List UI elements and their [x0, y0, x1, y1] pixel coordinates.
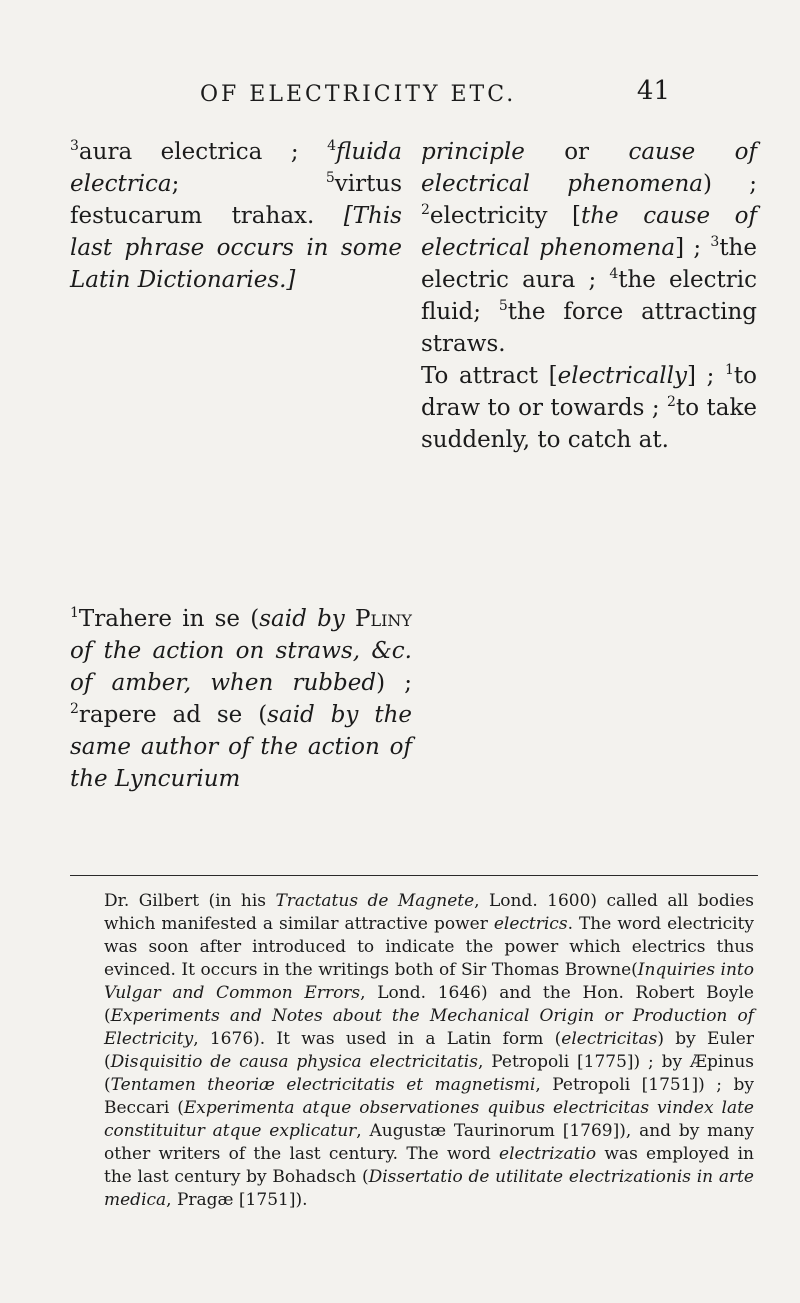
footnote-marker: 2: [421, 202, 430, 218]
latin-terms-continued: [70, 136, 402, 296]
footnote: Dr. Gilbert (in his Tractatus de Magnete, Lond. 1600) called all bodies which manifested a similar attractive power electrics. The word electricity was soon after introduced to indicate the power which electrics thus evinced. It occurs in the writings both of Sir Thomas Browne(Inquiries into Vulgar and Common Errors, Lond. 1646) and the Hon. Robert Boyle (Experiments and Notes about the Mechanical Origin or Production of Electricity, 1676). It was used in a Latin form (electricitas) by Euler (Disquisitio de causa physica electricitatis, Petropoli [1775]) ; by Æpinus (Tentamen theoriæ electricitatis et magnetismi, Petropoli [1751]) ; by Beccari (Experimenta atque observationes quibus electricitas vindex late constituitur atque explicatur, Augustæ Taurinorum [1769]), and by many other writers of the last century. The word electrizatio was employed in the last century by Bohadsch (Dissertatio de utilitate electrizationis in arte medica, Pragæ [1751]).: [104, 891, 755, 1210]
latin-entry: $^3$aura electrica ; $^4$fluida electrica; $^5$virtus festucarum trahax. [This last phrase occurs in some Latin Dictionaries.]: [70, 138, 402, 293]
footnote-divider: [70, 875, 758, 876]
latin-trahere-entry: [70, 603, 412, 795]
footnote-marker: 4: [327, 138, 337, 154]
footnote-marker: 5: [498, 298, 508, 314]
latin-entry: $^1$Trahere in se (said by Pliny of the action on straws, &c. of amber, when rubbed) ; $^2$rapere ad se (said by the same author of the action of the Lyncurium: [70, 605, 412, 792]
definition-entry: To attract [electrically] ; $^1$to draw to or towards ; $^2$to take suddenly, to catch at.: [421, 362, 757, 453]
footnote-marker: 3: [710, 234, 720, 250]
footnote-marker: 1: [724, 362, 734, 378]
footnote-marker: 2: [667, 394, 676, 410]
running-title: OF ELECTRICITY ETC.: [200, 82, 517, 107]
footnote-marker: 1: [70, 605, 79, 621]
footnote-marker: 5: [325, 170, 335, 186]
footnote-marker: 3: [70, 138, 79, 154]
english-definitions: [421, 136, 757, 456]
definition-entry: principle or cause of electrical phenomena) ; $^2$electricity [the cause of electrical phenomena] ; $^3$the electric aura ; $^4$the electric fluid; $^5$the force attracting straws.: [421, 139, 757, 357]
footnote-marker: 4: [609, 266, 619, 282]
page-number: 41: [636, 76, 670, 106]
footnote-marker: 2: [70, 701, 79, 717]
running-head: [200, 76, 670, 116]
author-name: Pliny: [355, 606, 412, 632]
